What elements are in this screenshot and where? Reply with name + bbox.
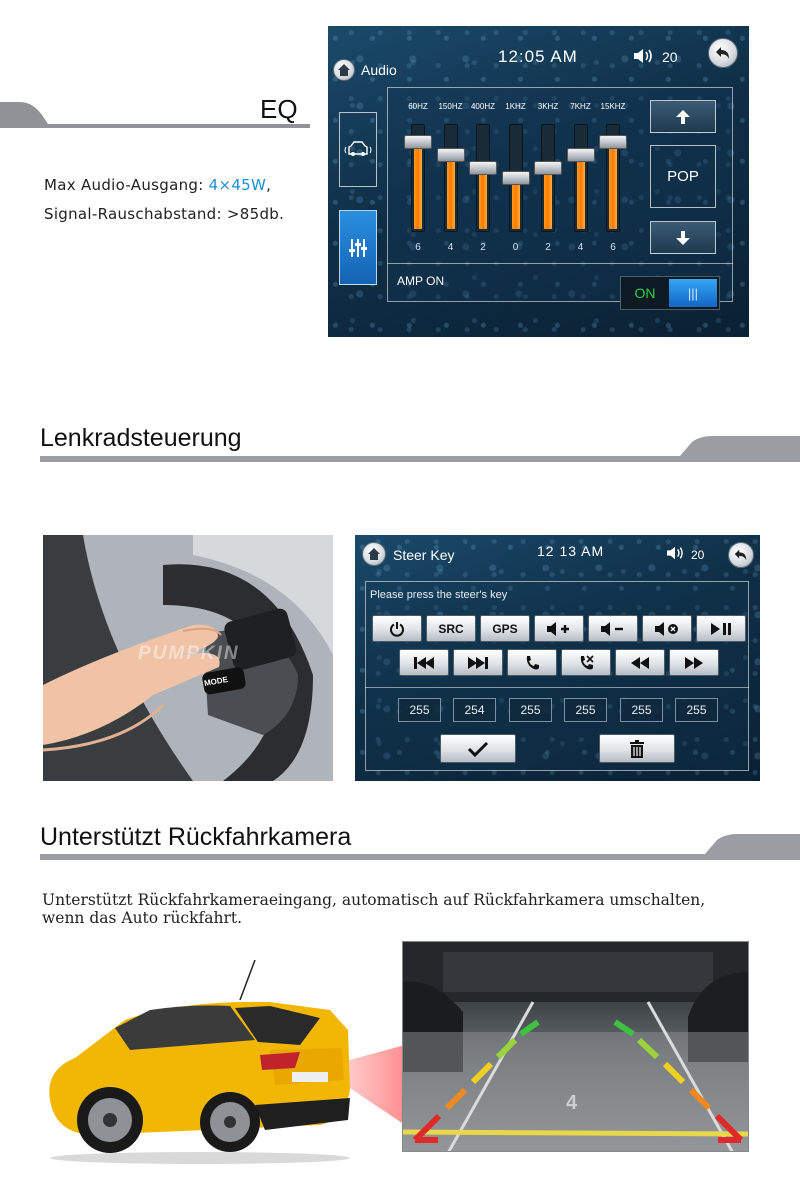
steer-prompt: Please press the steer's key [370, 589, 508, 601]
steer-divider [365, 687, 749, 688]
eq-band-frequency: 3KHZ [537, 102, 559, 111]
eq-slider-knob[interactable] [567, 148, 595, 162]
power-button[interactable] [372, 615, 422, 642]
eq-band-value: 6 [610, 242, 616, 253]
camera-header-bar [40, 832, 800, 864]
previous-icon [412, 655, 436, 671]
src-button[interactable]: SRC [426, 615, 476, 642]
back-arrow-icon [714, 44, 732, 62]
eq-band-15khz[interactable] [595, 102, 631, 262]
camera-description-line-2: wenn das Auto rückfahrt. [42, 909, 243, 927]
yellow-car-illustration [30, 960, 410, 1165]
home-icon [337, 63, 351, 77]
eq-slider-knob[interactable] [599, 135, 627, 149]
call-icon [524, 655, 540, 671]
back-button[interactable] [708, 38, 738, 68]
steer-value-2: 254 [453, 698, 496, 722]
eq-settings-button[interactable] [339, 210, 377, 285]
eq-band-400hz[interactable] [465, 102, 501, 262]
spec-audio-output-suffix: , [266, 176, 272, 194]
eq-slider-track[interactable] [541, 124, 555, 232]
checkmark-icon [467, 741, 489, 757]
amp-toggle[interactable] [620, 276, 720, 310]
eq-band-frequency: 60HZ [408, 102, 428, 111]
next-button[interactable] [453, 649, 503, 676]
audio-volume-value: 20 [662, 49, 678, 65]
eq-slider-knob[interactable] [502, 171, 530, 185]
arrow-down-icon [675, 230, 691, 246]
eq-band-frequency: 15KHZ [600, 102, 626, 111]
eq-band-value: 6 [415, 242, 421, 253]
eq-slider-fill [479, 167, 487, 229]
mute-icon [654, 621, 680, 637]
previous-button[interactable] [399, 649, 449, 676]
trash-icon [629, 740, 645, 758]
delete-button[interactable] [599, 734, 675, 763]
mode-button-label: MODE [203, 674, 229, 689]
volume-icon [632, 47, 654, 65]
steer-screen-title: Steer Key [393, 547, 455, 563]
eq-slider-track[interactable] [476, 124, 490, 232]
spec-audio-output [44, 176, 271, 194]
audio-screen-title: Audio [361, 62, 397, 78]
eq-band-value: 4 [577, 242, 584, 253]
eq-band-7khz[interactable] [563, 102, 599, 262]
volume-icon [665, 545, 685, 561]
steer-value-1: 255 [398, 698, 441, 722]
hang-up-button[interactable] [561, 649, 611, 676]
eq-slider-knob[interactable] [469, 161, 497, 175]
rewind-button[interactable] [615, 649, 665, 676]
steer-key-panel [365, 581, 749, 771]
amp-toggle-on[interactable]: ON [634, 285, 656, 301]
fast-forward-icon [682, 655, 706, 671]
steer-back-button[interactable] [728, 542, 754, 568]
hang-up-icon [578, 655, 594, 671]
camera-description-line-1: Unterstützt Rückfahrkameraeingang, automatisch auf Rückfahrkamera umschalten, [42, 891, 706, 909]
steer-home-button[interactable] [362, 542, 386, 566]
spec-audio-output-value: 4×45W [208, 176, 267, 194]
steer-key-screen [355, 535, 760, 781]
preset-display [650, 145, 716, 208]
fast-forward-button[interactable] [669, 649, 719, 676]
rear-camera-view [402, 941, 749, 1152]
steering-title: Lenkradsteuerung [40, 424, 242, 452]
mute-button[interactable] [642, 615, 692, 642]
steer-volume-value: 20 [691, 548, 705, 562]
eq-band-frequency: 1KHZ [505, 102, 526, 111]
home-button[interactable] [333, 59, 355, 81]
preset-up-button[interactable] [650, 100, 716, 133]
eq-band-60hz[interactable] [400, 102, 436, 262]
camera-title: Unterstützt Rückfahrkamera [40, 823, 352, 851]
eq-slider-knob[interactable] [534, 161, 562, 175]
gps-button[interactable]: GPS [480, 615, 530, 642]
amp-toggle-off[interactable]: ||| [669, 279, 717, 307]
call-button[interactable] [507, 649, 557, 676]
play-pause-icon [709, 621, 733, 637]
eq-slider-knob[interactable] [404, 135, 432, 149]
eq-band-frequency: 150HZ [438, 102, 463, 111]
eq-band-value: 2 [545, 242, 551, 253]
eq-band-1khz[interactable] [498, 102, 534, 262]
eq-band-value: 0 [512, 242, 519, 253]
eq-band-frequency: 7KHZ [570, 102, 591, 111]
parking-guide-lines [403, 942, 749, 1152]
steer-value-5: 255 [620, 698, 663, 722]
eq-slider-fill [414, 141, 422, 229]
eq-slider-fill [544, 167, 552, 229]
volume-up-button[interactable] [534, 615, 584, 642]
volume-up-icon [546, 621, 572, 637]
steer-screen-time: 12 13 AM [537, 543, 605, 559]
eq-band-3khz[interactable] [530, 102, 566, 262]
next-icon [466, 655, 490, 671]
audio-screen-time: 12:05 AM [498, 47, 578, 66]
eq-slider-fill [577, 154, 585, 229]
pumpkin-watermark: PUMPKIN [138, 643, 240, 664]
spec-audio-output-label: Max Audio-Ausgang: [44, 176, 209, 194]
eq-slider-knob[interactable] [437, 148, 465, 162]
steer-value-6: 255 [675, 698, 718, 722]
power-icon [389, 621, 405, 637]
eq-slider-track[interactable] [444, 124, 458, 232]
eq-slider-fill [609, 141, 617, 229]
preset-name: POP [667, 168, 699, 185]
back-arrow-icon [733, 547, 749, 563]
parking-space-number: 4 [566, 1092, 578, 1114]
steer-value-3: 255 [509, 698, 552, 722]
audio-screen [328, 26, 749, 337]
arrow-up-icon [675, 109, 691, 125]
play-pause-button[interactable] [696, 615, 746, 642]
eq-band-value: 2 [480, 242, 486, 253]
confirm-button[interactable] [440, 734, 516, 763]
eq-band-value: 4 [447, 242, 454, 253]
car-speaker-icon [343, 139, 373, 161]
steering-wheel-photo [43, 535, 333, 781]
eq-band-150hz[interactable] [433, 102, 469, 262]
volume-down-button[interactable] [588, 615, 638, 642]
amp-label: AMP ON [397, 274, 445, 288]
rewind-icon [628, 655, 652, 671]
eq-title: EQ [260, 94, 298, 124]
equalizer-icon [347, 237, 369, 259]
eq-slider-fill [447, 154, 455, 229]
eq-slider-track[interactable] [574, 124, 588, 232]
preset-down-button[interactable] [650, 221, 716, 254]
steering-header-bar [40, 434, 800, 466]
sound-field-button[interactable] [339, 112, 377, 187]
spec-snr: Signal-Rauschabstand: >85db. [44, 205, 285, 223]
eq-band-frequency: 400HZ [470, 102, 495, 111]
steer-value-4: 255 [564, 698, 607, 722]
volume-down-icon [600, 621, 626, 637]
home-icon [367, 547, 381, 561]
